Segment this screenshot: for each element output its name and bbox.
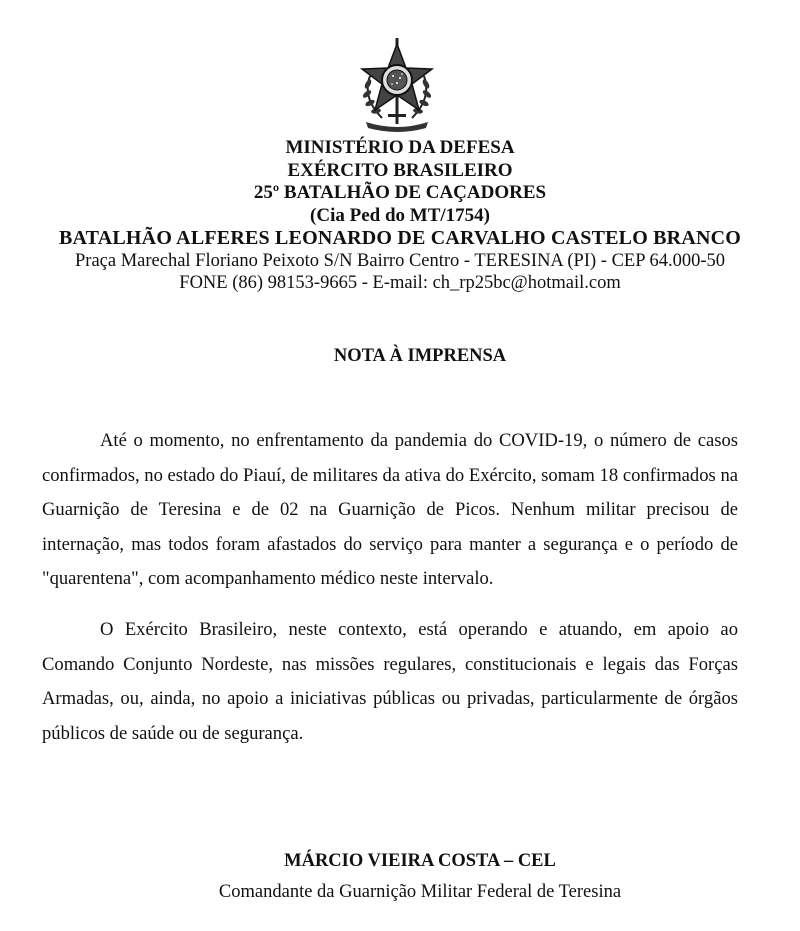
signatory-name: MÁRCIO VIEIRA COSTA – CEL <box>284 851 556 871</box>
brazil-coat-of-arms-icon <box>352 36 442 132</box>
address-line: Praça Marechal Floriano Peixoto S/N Bairro Centro - TERESINA (PI) - CEP 64.000-50 <box>75 250 725 271</box>
body-paragraph-1 <box>42 424 738 597</box>
ministry-line: MINISTÉRIO DA DEFESA <box>285 137 515 158</box>
company-line: (Cia Ped do MT/1754) <box>310 204 490 226</box>
battalion-line: 25º BATALHÃO DE CAÇADORES <box>253 182 547 203</box>
contact-line: FONE (86) 98153-9665 - E-mail: ch_rp25bc@hotmail.com <box>179 273 621 293</box>
paragraph-text: Até o momento, no enfrentamento da pandemia do COVID-19, o número de casos confirmados, no estado do Piauí, de militares da ativa do Exército, somam 18 confirmados na Guarnição de Teresina e de 02 na Guarnição de Picos. Nenhum militar precisou de internação, mas todos foram afastados do serviço para manter a segurança e o período de "quarentena", com acompanhamento médico neste intervalo. <box>42 430 738 590</box>
letterhead <box>0 137 800 295</box>
battalion-name-line: BATALHÃO ALFERES LEONARDO DE CARVALHO CASTELO BRANCO <box>58 227 742 249</box>
paragraph-text: O Exército Brasileiro, neste contexto, está operando e atuando, em apoio ao Comando Conjunto Nordeste, nas missões regulares, constitucionais e legais das Forças Armadas, ou, ainda, no apoio a iniciativas públicas ou privadas, particularmente de órgãos públicos de saúde ou de segurança. <box>42 619 738 744</box>
body-paragraph-2 <box>42 613 738 751</box>
document-title: NOTA À IMPRENSA <box>333 346 507 366</box>
signatory-role: Comandante da Guarnição Militar Federal de Teresina <box>218 882 622 902</box>
army-line: EXÉRCITO BRASILEIRO <box>287 159 513 181</box>
